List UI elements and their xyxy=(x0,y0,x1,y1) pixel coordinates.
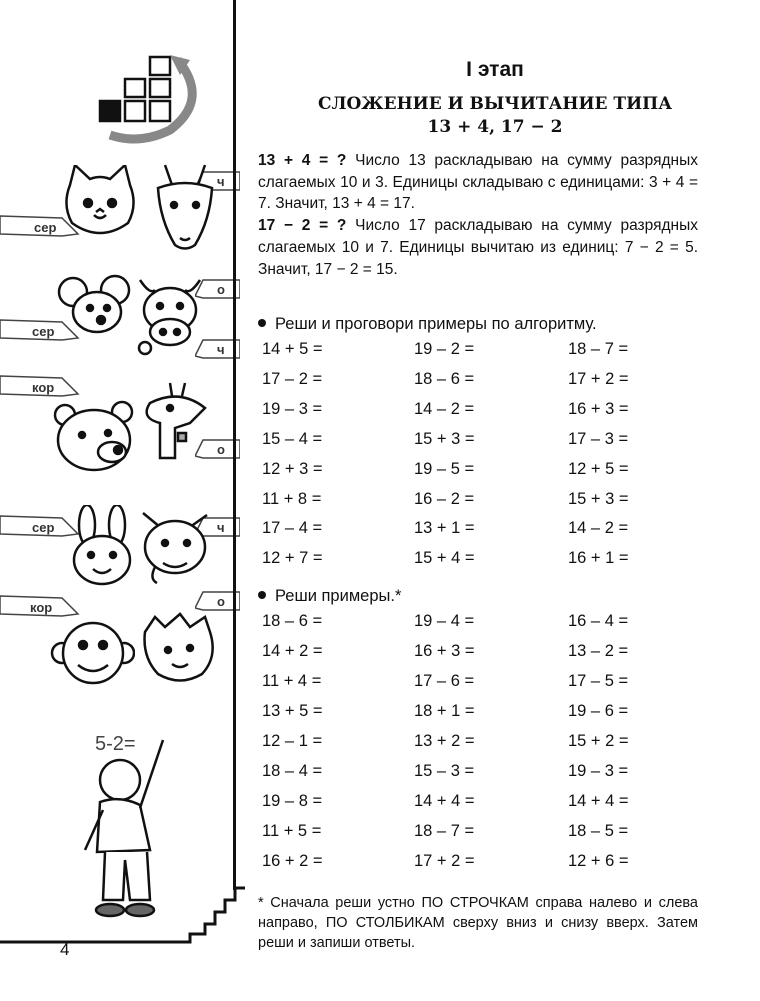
math-example: 14 + 4 = xyxy=(568,792,629,810)
math-example: 12 + 6 = xyxy=(568,852,629,870)
math-example: 19 – 3 = xyxy=(568,762,629,780)
math-example: 14 – 2 = xyxy=(414,399,475,418)
explanation-text xyxy=(258,150,698,280)
math-example: 13 + 2 = xyxy=(414,732,475,750)
math-example: 19 – 3 = xyxy=(262,399,323,418)
math-example: 11 + 8 = xyxy=(262,489,322,508)
svg-text:сер: сер xyxy=(32,324,55,339)
math-example: 12 + 3 = xyxy=(262,459,323,478)
math-example: 18 – 7 = xyxy=(414,822,475,840)
example-1-expression: 13 + 4 = ? xyxy=(258,152,347,169)
math-example: 16 – 2 = xyxy=(414,489,475,508)
task-1-heading xyxy=(258,315,597,334)
math-example: 11 + 4 = xyxy=(262,672,322,690)
math-example: 12 + 7 = xyxy=(262,549,323,568)
math-example: 15 + 3 = xyxy=(414,429,475,448)
math-example: 17 + 2 = xyxy=(414,852,475,870)
example-2-expression: 17 − 2 = ? xyxy=(258,217,347,235)
math-example: 13 + 5 = xyxy=(262,702,323,720)
math-example: 15 + 4 = xyxy=(414,549,475,568)
illustration-sidebar xyxy=(0,0,240,1001)
math-example: 13 + 1 = xyxy=(414,519,475,538)
math-example: 16 + 3 = xyxy=(414,642,475,660)
math-example: 18 – 4 = xyxy=(262,762,323,780)
math-example: 16 + 2 = xyxy=(262,852,323,870)
math-example: 18 – 6 = xyxy=(414,369,475,388)
math-example: 13 – 2 = xyxy=(568,642,629,660)
svg-text:сер: сер xyxy=(34,220,57,235)
math-example: 19 – 8 = xyxy=(262,792,323,810)
math-example: 14 – 2 = xyxy=(568,519,629,538)
cat-icon xyxy=(60,165,140,245)
dog-icon xyxy=(135,505,215,590)
math-example: 14 + 4 = xyxy=(414,792,475,810)
math-example: 11 + 5 = xyxy=(262,822,322,840)
svg-text:ч: ч xyxy=(217,174,225,189)
math-example: 16 + 3 = xyxy=(568,399,629,418)
pencil-tag xyxy=(0,372,80,402)
task-1-label: Реши и проговори примеры по алгоритму. xyxy=(275,315,597,333)
cow-icon xyxy=(130,270,210,360)
math-example: 12 – 1 = xyxy=(262,732,323,750)
math-example: 19 – 5 = xyxy=(414,459,475,478)
math-example: 19 – 6 = xyxy=(568,702,629,720)
math-example: 12 + 5 = xyxy=(568,459,629,478)
page-title: I этап xyxy=(466,58,524,81)
math-example: 14 + 2 = xyxy=(262,642,323,660)
math-example: 17 – 4 = xyxy=(262,519,323,538)
svg-text:сер: сер xyxy=(32,520,55,535)
giraffe-icon xyxy=(130,378,215,468)
footnote: * Сначала реши устно ПО СТРОЧКАМ справа налево и слева направо, ПО СТОЛБИКАМ сверху вниз и снизу вверх. Затем реши и запиши ответы. xyxy=(258,895,698,951)
hedgehog-icon xyxy=(140,612,220,687)
math-example: 14 + 5 = xyxy=(262,340,323,358)
math-example: 17 + 2 = xyxy=(568,369,629,388)
step-border xyxy=(0,880,245,950)
math-example: 17 – 6 = xyxy=(414,672,475,690)
svg-text:5-2=: 5-2= xyxy=(95,733,136,755)
math-example: 17 – 5 = xyxy=(568,672,629,690)
svg-text:о: о xyxy=(217,594,225,609)
task-2-label: Реши примеры.* xyxy=(275,587,402,605)
math-example: 15 + 2 = xyxy=(568,732,629,750)
math-example: 18 – 6 = xyxy=(262,612,323,630)
bullet-icon xyxy=(258,319,266,327)
bullet-icon xyxy=(258,591,266,599)
section-subtitle xyxy=(255,93,735,139)
math-example: 15 – 4 = xyxy=(262,429,323,448)
example-1-explanation: Число 13 раскладываю на сумму разрядных слагаемых 10 и 3. Единицы складываю с единицами: 3 + 4 = 7. Значит, 13 + 4 = 17. xyxy=(258,152,698,213)
math-example: 18 – 5 = xyxy=(568,822,629,840)
math-example: 17 – 2 = xyxy=(262,369,323,388)
math-example: 18 + 1 = xyxy=(414,702,475,720)
page-number: 4 xyxy=(60,940,70,959)
math-example: 15 + 3 = xyxy=(568,489,629,508)
svg-text:ч: ч xyxy=(217,342,225,357)
math-example: 16 – 4 = xyxy=(568,612,629,630)
svg-text:о: о xyxy=(217,282,225,297)
example-2-explanation: Число 17 раскладываю на сумму разрядных слагаемых 10 и 7. Единицы вычитаю из единиц: 7 − 2 = 5. Значит, 17 − 2 = 15. xyxy=(258,217,698,278)
math-example: 19 – 4 = xyxy=(414,612,475,630)
svg-text:кор: кор xyxy=(32,380,55,395)
goat-icon xyxy=(150,160,220,255)
subtitle-line-1: СЛОЖЕНИЕ И ВЫЧИТАНИЕ ТИПА xyxy=(317,94,673,114)
mouse-icon xyxy=(55,270,140,340)
math-example: 15 – 3 = xyxy=(414,762,475,780)
svg-text:о: о xyxy=(217,442,225,457)
math-example: 17 – 3 = xyxy=(568,429,629,448)
svg-text:ч: ч xyxy=(217,520,225,535)
task-2-heading xyxy=(258,587,401,606)
stage-icon xyxy=(0,0,240,150)
rabbit-icon xyxy=(65,505,140,590)
math-example: 16 + 1 = xyxy=(568,549,629,568)
divider-line xyxy=(233,0,236,890)
monkey-icon xyxy=(50,615,135,690)
bear-icon xyxy=(50,400,140,475)
math-example: 19 – 2 = xyxy=(414,340,475,358)
subtitle-line-2: 13 + 4, 17 − 2 xyxy=(427,117,563,137)
svg-text:кор: кор xyxy=(30,600,53,615)
math-example: 18 – 7 = xyxy=(568,340,629,358)
